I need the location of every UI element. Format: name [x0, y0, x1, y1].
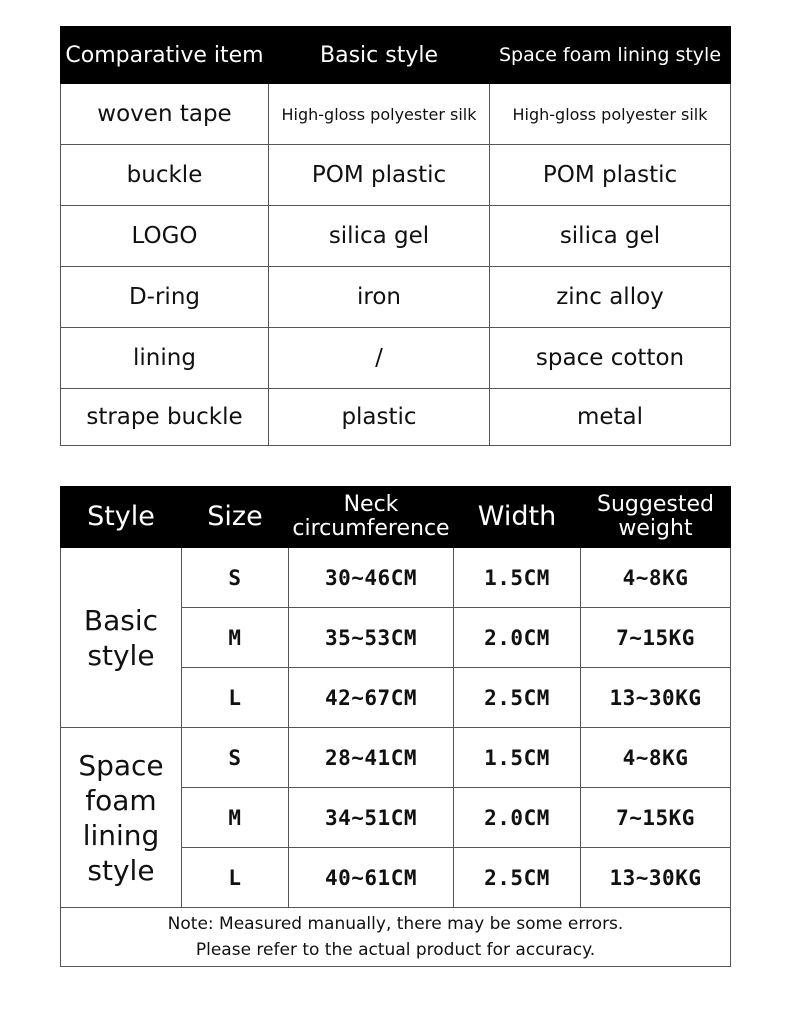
comparison-table [60, 26, 731, 446]
header-neck-line2: circumference [292, 516, 450, 541]
size-row [61, 728, 731, 788]
size-table [60, 486, 731, 967]
item-cell: D-ring [61, 267, 269, 328]
item-cell: strape buckle [61, 389, 269, 446]
basic-cell: High-gloss polyester silk [269, 84, 490, 145]
neck-cell: 35~53CM [289, 608, 454, 668]
note-line1: Note: Measured manually, there may be some errors. [167, 913, 624, 934]
width-cell: 2.5CM [454, 668, 581, 728]
header-suggested-weight [581, 487, 731, 548]
header-style: Style [61, 487, 182, 548]
comparison-row-strape-buckle [61, 389, 731, 446]
basic-cell: POM plastic [269, 145, 490, 206]
neck-cell: 28~41CM [289, 728, 454, 788]
header-weight-line2: weight [618, 516, 693, 541]
style-label-line: Space [78, 748, 164, 782]
style-label-line: Basic [83, 603, 159, 637]
note-row [61, 908, 731, 967]
width-cell: 2.0CM [454, 608, 581, 668]
space-foam-cell: metal [490, 389, 731, 446]
header-neck-line1: Neck [343, 491, 399, 517]
comparison-row-d-ring [61, 267, 731, 328]
basic-cell: iron [269, 267, 490, 328]
item-cell: woven tape [61, 84, 269, 145]
style-label-line: lining [82, 818, 160, 852]
comparison-row-lining [61, 328, 731, 389]
space-foam-cell: silica gel [490, 206, 731, 267]
style-label-line: style [87, 853, 155, 887]
width-cell: 1.5CM [454, 728, 581, 788]
header-basic-style: Basic style [269, 27, 490, 84]
space-foam-cell: High-gloss polyester silk [490, 84, 731, 145]
basic-cell: silica gel [269, 206, 490, 267]
space-foam-cell: zinc alloy [490, 267, 731, 328]
weight-cell: 4~8KG [581, 728, 731, 788]
item-cell: buckle [61, 145, 269, 206]
comparison-row-buckle [61, 145, 731, 206]
comparison-row-logo [61, 206, 731, 267]
header-space-foam-style: Space foam lining style [490, 27, 731, 84]
neck-cell: 42~67CM [289, 668, 454, 728]
width-cell: 2.0CM [454, 788, 581, 848]
weight-cell: 7~15KG [581, 788, 731, 848]
header-size: Size [182, 487, 289, 548]
header-weight-line1: Suggested [597, 491, 714, 517]
size-row [61, 548, 731, 608]
size-cell: S [182, 728, 289, 788]
style-cell-basic [61, 548, 182, 728]
weight-cell: 7~15KG [581, 608, 731, 668]
size-cell: L [182, 668, 289, 728]
header-comparative-item: Comparative item [61, 27, 269, 84]
size-cell: M [182, 788, 289, 848]
item-cell: LOGO [61, 206, 269, 267]
neck-cell: 30~46CM [289, 548, 454, 608]
weight-cell: 13~30KG [581, 848, 731, 908]
weight-cell: 13~30KG [581, 668, 731, 728]
style-label-line: foam [85, 783, 157, 817]
basic-cell: plastic [269, 389, 490, 446]
width-cell: 1.5CM [454, 548, 581, 608]
comparison-header-row [61, 27, 731, 84]
style-cell-space-foam [61, 728, 182, 908]
size-cell: M [182, 608, 289, 668]
header-width: Width [454, 487, 581, 548]
size-cell: L [182, 848, 289, 908]
header-neck-circumference [289, 487, 454, 548]
size-cell: S [182, 548, 289, 608]
basic-cell: / [269, 328, 490, 389]
width-cell: 2.5CM [454, 848, 581, 908]
style-label-line: style [87, 638, 155, 672]
size-header-row [61, 487, 731, 548]
comparison-row-woven-tape [61, 84, 731, 145]
note-cell [61, 908, 731, 967]
space-foam-cell: space cotton [490, 328, 731, 389]
weight-cell: 4~8KG [581, 548, 731, 608]
space-foam-cell: POM plastic [490, 145, 731, 206]
neck-cell: 40~61CM [289, 848, 454, 908]
neck-cell: 34~51CM [289, 788, 454, 848]
note-line2: Please refer to the actual product for accuracy. [195, 940, 596, 960]
item-cell: lining [61, 328, 269, 389]
